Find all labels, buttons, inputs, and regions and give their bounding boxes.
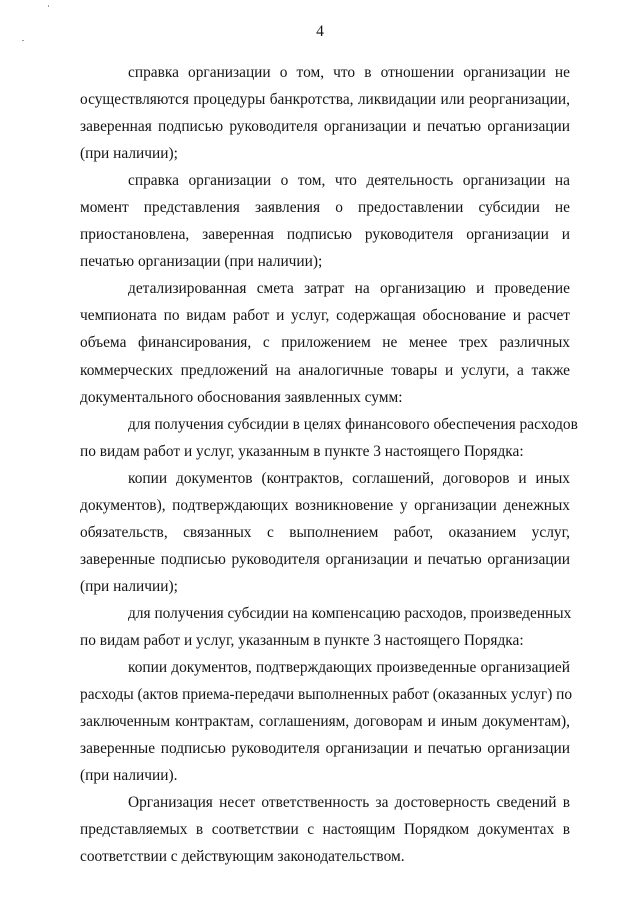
text-line: справка организации о том, что деятельность организации на	[128, 172, 570, 190]
text-line: представляемых в соответствии с настоящим Порядком документах в	[80, 821, 570, 839]
paragraph	[80, 465, 570, 600]
text-line: заверенная подписью руководителя организации и печатью организации	[80, 118, 570, 136]
text-line: по видам работ и услуг, указанным в пункте 3 настоящего Порядка:	[80, 631, 524, 649]
text-line: печатью организации (при наличии);	[80, 253, 323, 271]
text-line: коммерческих предложений на аналогичные товары и услуги, а также	[80, 361, 570, 379]
paragraph	[80, 411, 578, 465]
text-line: для получения субсидии в целях финансового обеспечения расходов	[128, 415, 578, 433]
text-line: документов), подтверждающих возникновение у организации денежных	[80, 496, 570, 514]
text-line: осуществляются процедуры банкротства, ликвидации или реорганизации,	[80, 91, 570, 109]
text-line: детализированная смета затрат на организацию и проведение	[128, 280, 570, 298]
paragraph	[80, 600, 570, 654]
text-line: документального обоснования заявленных сумм:	[80, 388, 403, 406]
text-line: по видам работ и услуг, указанным в пункте 3 настоящего Порядка:	[80, 442, 524, 460]
text-line: (при наличии);	[80, 577, 178, 595]
text-line: (при наличии).	[80, 767, 178, 785]
document-body	[80, 59, 578, 870]
paragraph	[80, 59, 570, 167]
text-line: копии документов (контрактов, соглашений, договоров и иных	[128, 469, 570, 487]
text-line: для получения субсидии на компенсацию расходов, произведенных	[128, 604, 572, 622]
text-line: (при наличии);	[80, 145, 178, 163]
text-line: чемпионата по видам работ и услуг, содержащая обоснование и расчет	[80, 307, 570, 325]
text-line: заключенным контрактам, соглашениям, договорам и иным документам),	[80, 713, 570, 731]
paragraph	[80, 275, 570, 410]
text-line: соответствии с действующим законодательством.	[80, 848, 405, 866]
text-line: Организация несет ответственность за достоверность сведений в	[128, 794, 570, 812]
text-line: объема финансирования, с приложением не менее трех различных	[80, 334, 570, 352]
page-number: 4	[316, 23, 324, 40]
paragraph	[80, 654, 573, 789]
paragraph	[80, 167, 570, 275]
text-line: обязательств, связанных с выполнением работ, оказанием услуг,	[80, 523, 570, 541]
text-line: заверенные подписью руководителя организации и печатью организации	[80, 550, 570, 568]
text-line: справка организации о том, что в отношении организации не	[128, 64, 570, 81]
text-line: копии документов, подтверждающих произведенные организацией	[128, 659, 570, 677]
paragraph	[80, 789, 570, 870]
text-line: приостановлена, заверенная подписью руководителя организации и	[80, 226, 570, 244]
text-line: расходы (актов приема-передачи выполненных работ (оказанных услуг) по	[80, 686, 573, 704]
scan-speck	[48, 5, 49, 7]
text-line: момент представления заявления о предоставлении субсидии не	[80, 199, 570, 217]
text-line: заверенные подписью руководителя организации и печатью организации	[80, 740, 570, 758]
